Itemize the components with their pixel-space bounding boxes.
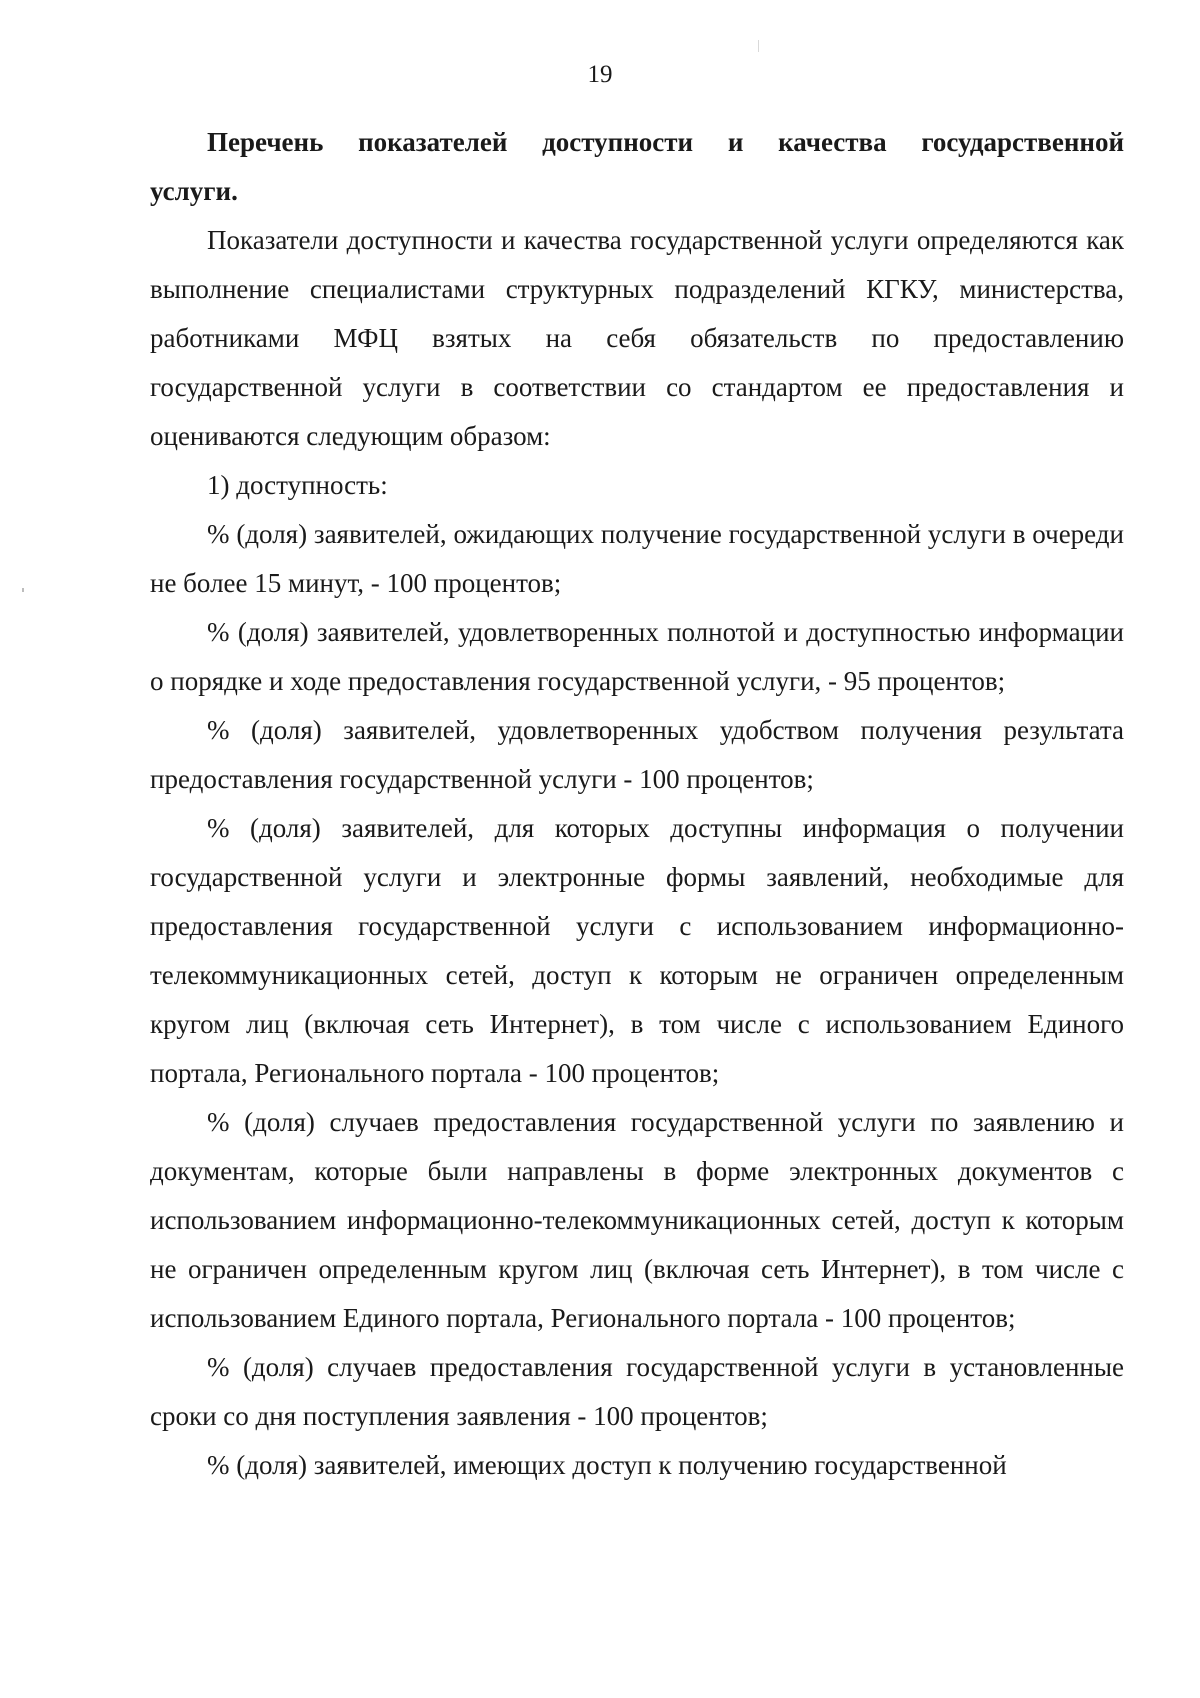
paragraph: % (доля) заявителей, удовлетворенных полнотой и доступностью информации о порядке и ходе предоставления государственной услуги, - 95 процентов;: [150, 617, 1124, 696]
paragraph: 1) доступность:: [207, 470, 388, 500]
paragraph: % (доля) заявителей, ожидающих получение государственной услуги в очереди не более 15 минут, - 100 процентов;: [150, 519, 1124, 598]
paragraph: % (доля) заявителей, для которых доступны информация о получении государственной услуги и электронные формы заявлений, необходимые для предоставления государственной услуги с использованием информационно-телекоммуникационных сетей, доступ к которым не ограничен определенным кругом лиц (включая сеть Интернет), в том числе с использованием Единого портала, Регионального портала - 100 процентов;: [150, 813, 1124, 1088]
paragraph: % (доля) заявителей, имеющих доступ к получению государственной: [207, 1450, 1007, 1480]
scan-artifact: [758, 40, 759, 52]
paragraph: % (доля) случаев предоставления государственной услуги по заявлению и документам, которые были направлены в форме электронных документов с использованием информационно-телекоммуникационных сетей, доступ к которым не ограничен определенным кругом лиц (включая сеть Интернет), в том числе с использованием Единого портала, Регионального портала - 100 процентов;: [150, 1107, 1124, 1333]
section-heading: Перечень показателей доступности и качества государственной услуги.: [150, 127, 1124, 206]
paragraph: % (доля) заявителей, удовлетворенных удобством получения результата предоставления государственной услуги - 100 процентов;: [150, 715, 1124, 794]
scan-artifact: [22, 588, 24, 592]
document-body: [150, 118, 1124, 1490]
paragraph: Показатели доступности и качества государственной услуги определяются как выполнение специалистами структурных подразделений КГКУ, министерства, работниками МФЦ взятых на себя обязательств по предоставлению государственной услуги в соответствии со стандартом ее предоставления и оцениваются следующим образом:: [150, 225, 1124, 451]
page-number: 19: [587, 61, 613, 88]
paragraph: % (доля) случаев предоставления государственной услуги в установленные сроки со дня поступления заявления - 100 процентов;: [150, 1352, 1124, 1431]
